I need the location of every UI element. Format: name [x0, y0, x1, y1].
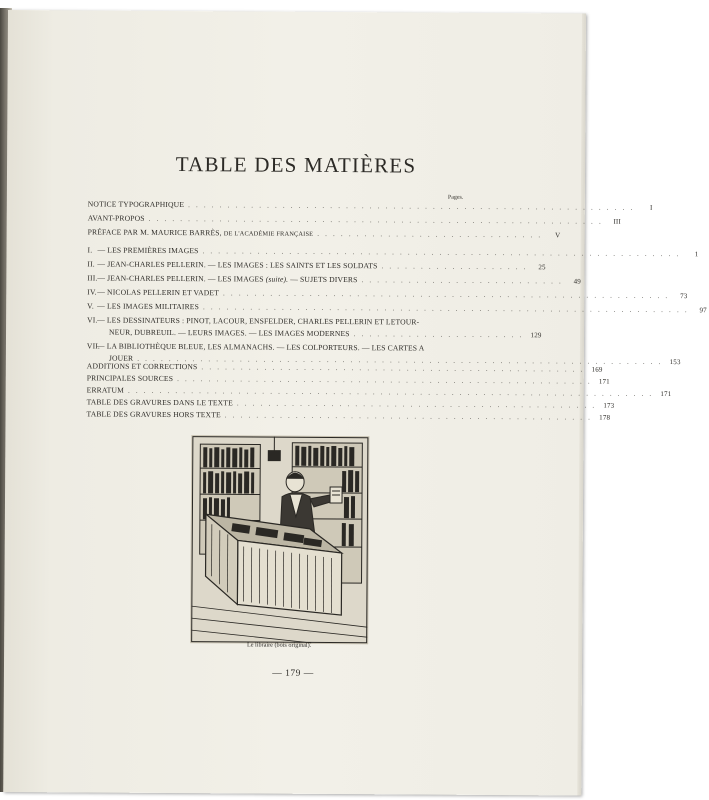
chapter-title: — NICOLAS PELLERIN ET VADET: [97, 287, 220, 298]
chapter-number: V.: [87, 301, 94, 311]
chapter-title-italic: (suite).: [265, 274, 289, 284]
chapter-title: — LES IMAGES MILITAIRES: [97, 301, 200, 312]
toc-chapter: [87, 301, 707, 315]
toc-entry-title-main: PRÉFACE PAR M. MAURICE BARRÈS,: [87, 227, 222, 238]
page-title: TABLE DES MATIÈRES: [175, 152, 417, 178]
chapter-title: — LES PREMIÈRES IMAGES: [97, 245, 199, 256]
toc-entry-page: 171: [598, 377, 610, 386]
dot-leader: . . . . . . . . . . . . . . . . . . . . . .: [353, 330, 524, 340]
chapter-page: 49: [573, 277, 581, 286]
dot-leader: . . . . . . . . . . . . . . . . . . . . . . . . . . . . . . . . . . . . . . . . . . . . . . . . .: [201, 363, 585, 374]
page-number: — 179 —: [272, 668, 314, 679]
toc-entry-title: PRINCIPALES SOURCES: [86, 373, 174, 384]
illustration-caption: Le libraire (bois original).: [246, 641, 312, 649]
dot-leader: . . . . . . . . . . . . . . . . . . . . . . . . . . . . . . . . . . . . . . . . . . . . . .: [236, 399, 597, 410]
dot-leader: . . . . . . . . . . . . . . . . . . . . . . . . . . . . . . . . . . . . . . . . . . . . . . . . . . . . . . . . . . . . .: [202, 247, 681, 259]
toc-entry-title: TABLE DES GRAVURES DANS LE TEXTE: [86, 397, 233, 408]
dot-leader: . . . . . . . . . . . . . . . . . . .: [381, 262, 528, 272]
chapter-title: — JEAN-CHARLES PELLERIN. — LES IMAGES : LES SAINTS ET LES SOLDATS: [97, 259, 378, 271]
chapter-number: VI.: [87, 315, 98, 325]
toc-entry-page: 178: [599, 413, 611, 422]
dot-leader: . . . . . . . . . . . . . . . . . . . . . . . . . . . . . . . . . . . . . . . . . . . . . . . . . . . . . . . . . . . . . .: [202, 303, 689, 315]
chapter-page: 97: [699, 306, 707, 315]
chapter-number: II.: [87, 259, 95, 269]
dot-leader: . . . . . . . . . . . . . . . . . . . . . . . . . . . . . . . . . . . . . . . . . . . . . . .: [224, 411, 593, 422]
pages-column-header: Pages.: [447, 194, 464, 201]
woodcut-librarian-drawing: [191, 436, 368, 643]
dot-leader: . . . . . . . . . . . . . . . . . . . . . . . . . . . . . . . . . . . . . . . . . . . . . . . . . . . . . . . . .: [223, 289, 670, 301]
chapter-title-continued: NEUR, DUBREUIL. — LEURS IMAGES. — LES IMAGES MODERNES: [109, 327, 350, 339]
chapter-page: 1: [694, 250, 699, 259]
toc-front-matter: [87, 199, 653, 240]
book-page: [3, 10, 707, 796]
toc-entry-title: ADDITIONS ET CORRECTIONS: [86, 361, 198, 372]
chapter-number: I.: [87, 245, 93, 255]
toc-entry-title-small: DE L'ACADÉMIE FRANÇAISE: [223, 230, 314, 238]
chapter-page: 129: [530, 331, 542, 340]
dot-leader: . . . . . . . . . . . . . . . . . . . . . . . . . .: [361, 276, 563, 286]
chapter-page: 153: [669, 358, 681, 367]
chapter-title: — LA BIBLIOTHÈQUE BLEUE, LES ALMANACHS. — LES COLPORTEURS. — LES CARTES A: [96, 341, 425, 353]
dot-leader: . . . . . . . . . . . . . . . . . . . . . . . . . . . . . . . . . . . . . . . . . . . . . . . . . . . . . . . . .: [188, 201, 635, 212]
chapter-number: VII.: [86, 341, 101, 351]
dot-leader: . . . . . . . . . . . . . . . . . . . . . . . . . . . . . . . . . . . . . . . . . . . . . . . . . . . . . . . . . . . . . . . . . . .: [127, 386, 654, 398]
toc-entry-page: III: [613, 217, 621, 226]
toc-entry-page: V: [555, 231, 561, 240]
toc-entry: [87, 227, 561, 241]
toc-chapter-continued: [97, 327, 542, 342]
toc-entry-title: AVANT-PROPOS: [87, 213, 145, 223]
chapter-number: IV.: [87, 287, 97, 297]
woodcut-illustration: [190, 435, 369, 644]
toc-entry-page: 169: [591, 365, 603, 374]
dot-leader: . . . . . . . . . . . . . . . . . . . . . . . . . . . . . . . . . . . . . . . . . . . . . . . . . . . . .: [177, 375, 592, 386]
dot-leader: . . . . . . . . . . . . . . . . . . . . . . . . . . . . . . . . . . . . . . . . . . . . . . . . . . . . . . . . . . . . . . . . . . .: [137, 354, 663, 367]
toc-entry-title: [88, 227, 314, 237]
toc-chapter: [87, 273, 581, 287]
dot-leader: . . . . . . . . . . . . . . . . . . . . . . . . . . . . .: [317, 229, 543, 240]
chapter-title-part: — SUJETS DIVERS: [290, 274, 358, 285]
dot-leader: . . . . . . . . . . . . . . . . . . . . . . . . . . . . . . . . . . . . . . . . . . . . . . . . . . . . . . . . . .: [148, 214, 603, 226]
toc-entry-title: ERRATUM: [86, 385, 125, 395]
chapter-number: III.: [87, 273, 98, 283]
toc-entry-page: 173: [603, 401, 615, 410]
toc-entry-title: NOTICE TYPOGRAPHIQUE: [87, 199, 185, 210]
chapter-page: 25: [538, 263, 546, 272]
toc-entry: [87, 213, 621, 227]
chapter-title-part: — JEAN-CHARLES PELLERIN. — LES IMAGES: [97, 273, 264, 284]
toc-chapter: [87, 245, 699, 259]
toc-entry: [87, 199, 653, 213]
toc-entry-page: 171: [660, 389, 672, 399]
toc-chapter: [87, 287, 688, 301]
toc-entry: [86, 409, 611, 423]
chapter-title-continued: JOUER: [108, 353, 134, 363]
toc-entry-title: TABLE DES GRAVURES HORS TEXTE: [86, 409, 221, 420]
chapter-title: — LES DESSINATEURS : PINOT, LACOUR, ENSFELDER, CHARLES PELLERIN ET LETOUR-: [97, 315, 420, 327]
toc-chapter: [87, 259, 546, 273]
chapter-title: [97, 274, 357, 285]
toc-entry-page: I: [649, 203, 653, 212]
chapter-page: 73: [680, 292, 688, 301]
